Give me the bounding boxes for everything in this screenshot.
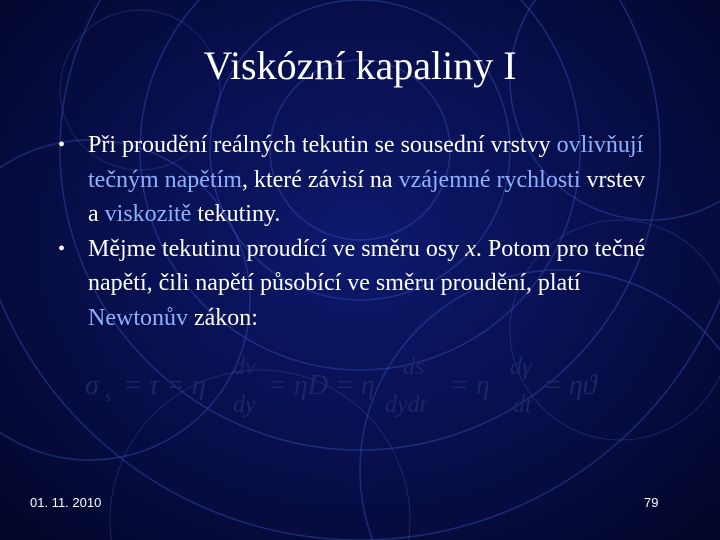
bullet1-highlight-3: viskozitě <box>104 201 192 227</box>
bullet-icon: • <box>58 134 66 156</box>
bullet2-text-1: Mějme tekutinu proudící ve směru osy <box>88 235 466 262</box>
bullet-item-1 <box>58 128 658 232</box>
formula-rhs: = ηϑ <box>543 370 597 401</box>
bullet1-text-3: vrstev a <box>88 166 646 227</box>
formula-part-3: = η <box>450 370 490 401</box>
bullet2-highlight-1: Newtonův <box>88 304 188 331</box>
bullet1-highlight-2: vzájemné rychlosti <box>398 166 581 193</box>
formula-lhs: σ <box>85 370 99 401</box>
newton-law-formula <box>85 352 615 432</box>
formula-part-2: = ηD = η <box>268 370 375 401</box>
frac3-numerator: dγ <box>510 354 532 380</box>
bullet1-text-4: tekutiny. <box>191 201 281 227</box>
frac3-denominator: dt <box>513 392 532 418</box>
bullet2-text-2: . Potom pro tečné napětí, čili napětí působící ve směru proudění, platí <box>88 235 646 296</box>
formula-part-1: = τ = η <box>123 370 206 401</box>
bullet1-highlight-1: ovlivňují tečným napětím <box>88 132 644 193</box>
bullet1-text-1: Při proudění reálných tekutin se sousední vrstvy <box>88 132 557 158</box>
bullet1-text-2: , které závisí na <box>241 166 399 193</box>
frac2-denominator: dydt <box>385 392 427 418</box>
frac1-numerator: dv <box>233 354 256 380</box>
bullet-list <box>58 128 658 335</box>
frac1-denominator: dy <box>233 392 256 418</box>
bullet2-axis-var: x <box>465 235 476 262</box>
footer-date: 01. 11. 2010 <box>30 495 102 510</box>
formula-subscript: s <box>105 388 112 405</box>
slide-title: Viskózní kapaliny I <box>203 43 517 88</box>
bullet-icon: • <box>58 237 66 260</box>
frac2-numerator: ds <box>403 354 425 380</box>
bullet-item-2 <box>58 232 658 336</box>
bullet2-text-3: zákon: <box>187 304 258 331</box>
page-number: 79 <box>644 495 659 510</box>
